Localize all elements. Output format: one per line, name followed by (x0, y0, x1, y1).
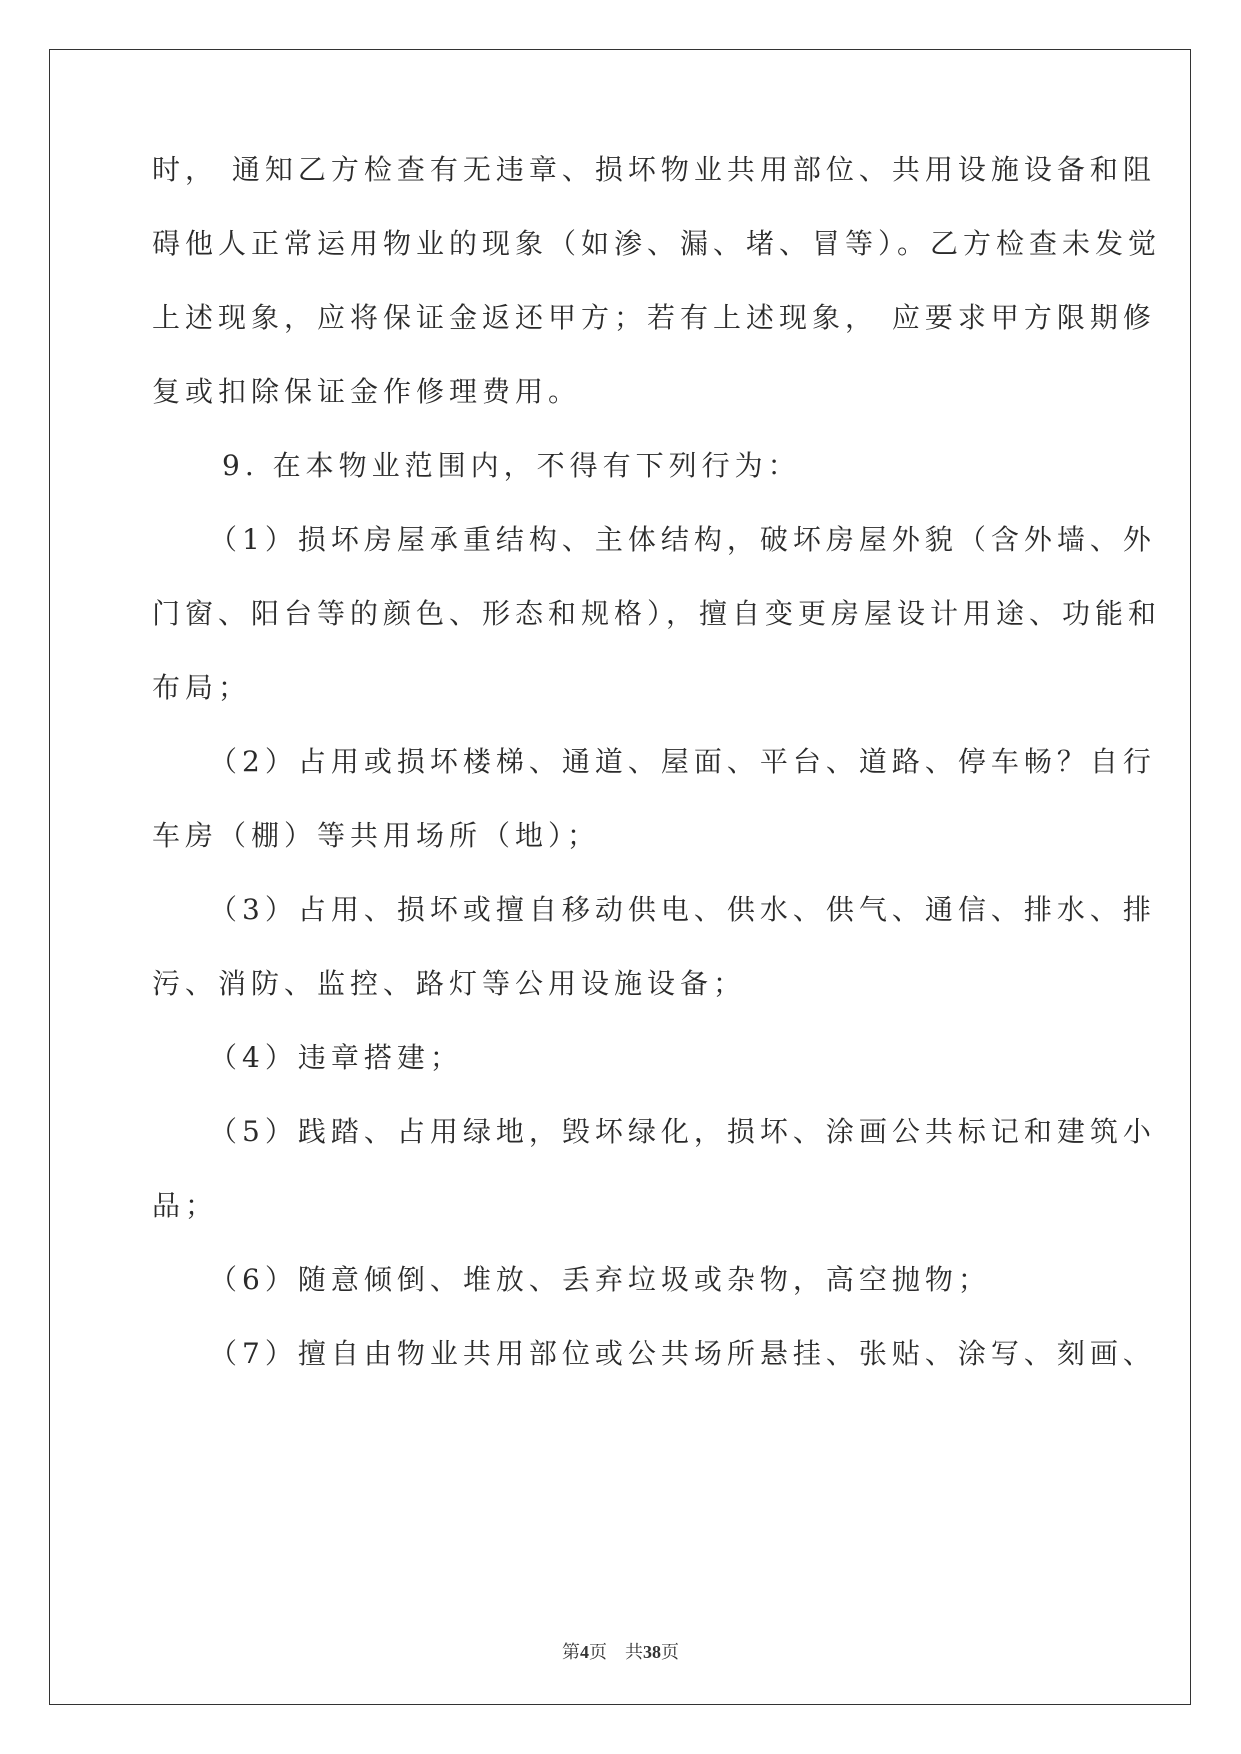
paragraph-line: 复或扣除保证金作修理费用。 (152, 375, 582, 408)
current-page-number: 4 (580, 1642, 589, 1662)
page-border (49, 49, 1191, 1705)
list-item-line: （4）违章搭建； (209, 1041, 463, 1074)
list-item-line: （3）占用、损坏或擅自移动供电、供水、供气、通信、排水、排 (209, 893, 1156, 926)
section-heading: 9. 在本物业范围内，不得有下列行为： (222, 449, 801, 482)
footer-prefix: 第 (562, 1642, 580, 1662)
list-item-line: 污、消防、监控、路灯等公用设施设备； (152, 967, 747, 1000)
footer-page-suffix: 页 (589, 1642, 607, 1662)
list-item-line: 门窗、阳台等的颜色、形态和规格），擅自变更房屋设计用途、功能和 (152, 597, 1162, 630)
list-item-line: 布局； (152, 671, 252, 704)
list-item-line: 车房（棚）等共用场所（地）； (152, 819, 601, 852)
paragraph-line: 时， 通知乙方检查有无违章、损坏物业共用部位、共用设施设备和阻 (152, 153, 1156, 186)
total-page-count: 38 (643, 1642, 661, 1662)
list-item-line: （5）践踏、占用绿地，毁坏绿化，损坏、涂画公共标记和建筑小 (209, 1115, 1156, 1148)
footer-total-prefix: 共 (625, 1642, 643, 1662)
list-item-line: （7）擅自由物业共用部位或公共场所悬挂、张贴、涂写、刻画、 (209, 1337, 1156, 1370)
paragraph-line: 上述现象，应将保证金返还甲方；若有上述现象， 应要求甲方限期修 (152, 301, 1156, 334)
list-item-line: （2）占用或损坏楼梯、通道、屋面、平台、道路、停车畅？自行 (209, 745, 1156, 778)
list-item-line: （1）损坏房屋承重结构、主体结构，破坏房屋外貌（含外墙、外 (209, 523, 1156, 556)
paragraph-line: 碍他人正常运用物业的现象（如渗、漏、堵、冒等）。乙方检查未发觉 (152, 227, 1162, 260)
page-footer (0, 1640, 1241, 1664)
list-item-line: （6）随意倾倒、堆放、丢弃垃圾或杂物，高空抛物； (209, 1263, 991, 1296)
list-item-line: 品； (152, 1189, 219, 1222)
footer-total-suffix: 页 (661, 1642, 679, 1662)
